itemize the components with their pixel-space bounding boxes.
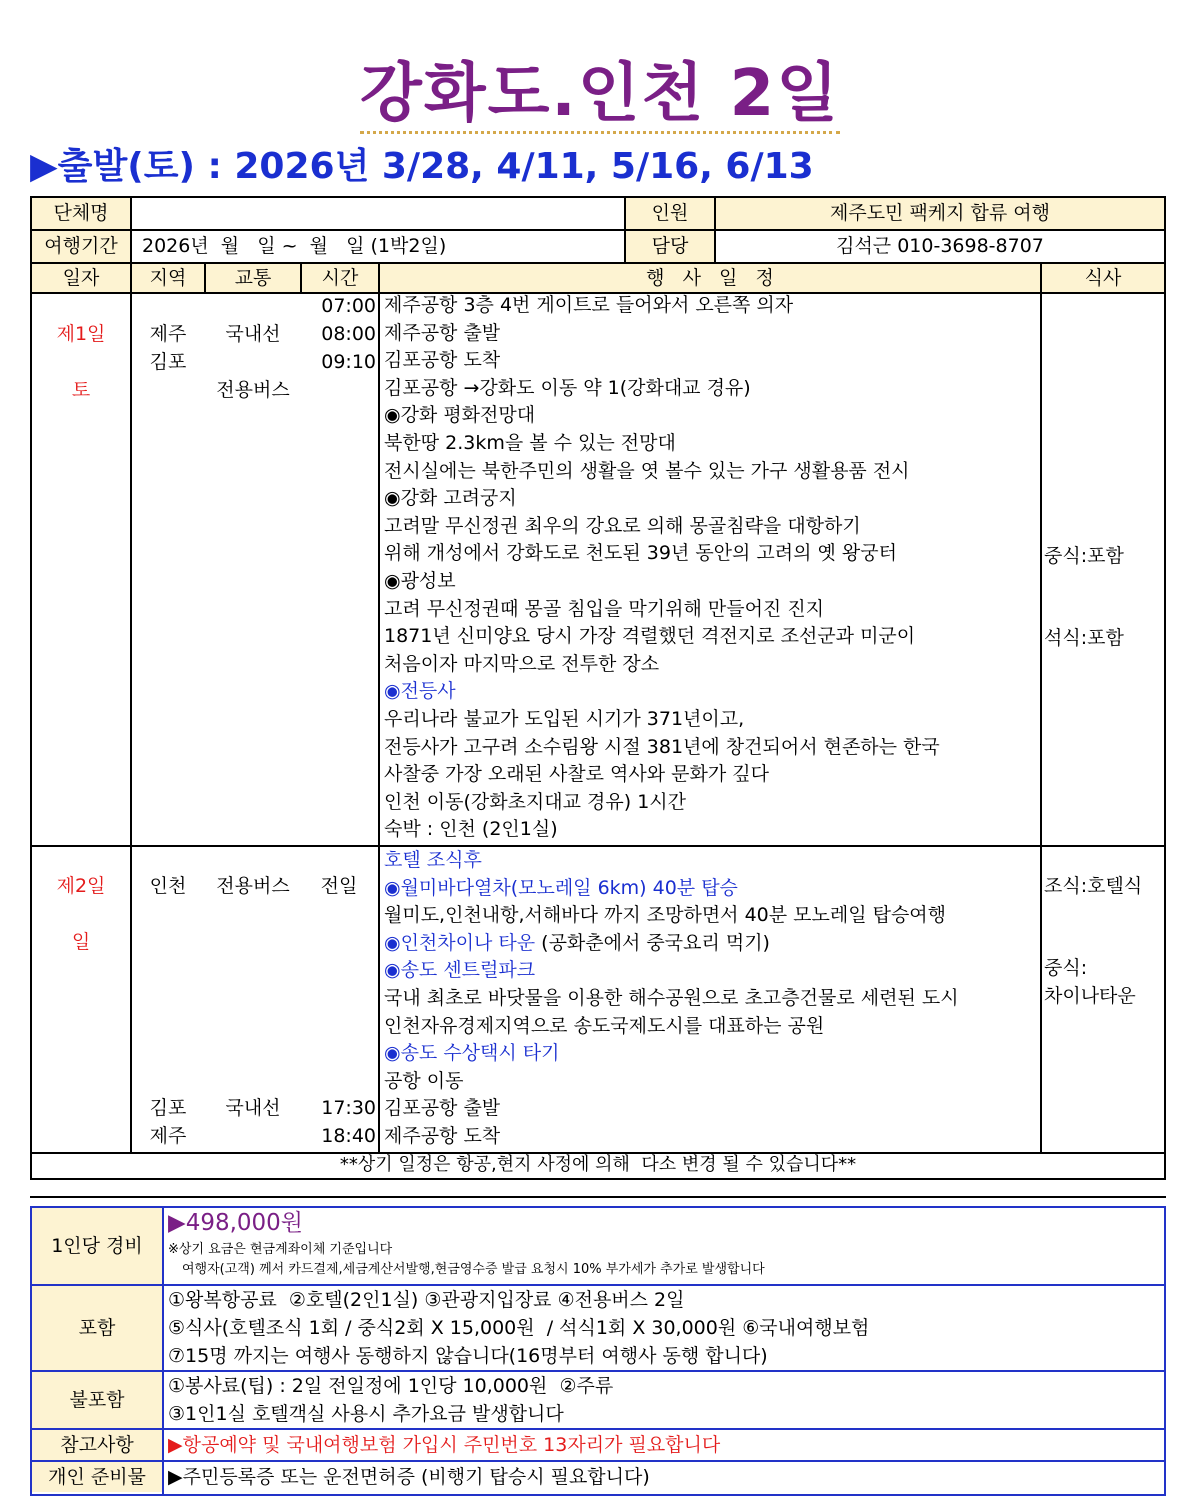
day1-region-jeju: 제주 <box>149 323 187 345</box>
include-2: ⑤식사(호텔조식 1회 / 중식2회 X 15,000원 / 석식1회 X 30,000원 ⑥국내여행보험 <box>168 1317 870 1339</box>
day1-weekday: 토 <box>71 379 91 401</box>
cost-note-2: 여행자(고객) 께서 카드결제,세금계산서발행,현금영수증 발급 요청시 10% 부가세가 추가로 발생합니다 <box>182 1262 765 1277</box>
schedule-line: 숙박 : 인천 (2인1실) <box>384 818 558 841</box>
schedule-line: 1871년 신미양요 당시 가장 격렬했던 격전지로 조선군과 미군이 <box>384 625 916 648</box>
day2-transport-bus: 전용버스 <box>216 875 290 897</box>
cost-note-1: ※상기 요금은 현금계좌이체 기준입니다 <box>168 1242 393 1257</box>
schedule-line: 월미도,인천내항,서해바다 까지 조망하면서 40분 모노레일 탑승여행 <box>384 904 947 927</box>
group-label: 단체명 <box>32 198 130 229</box>
schedule-line: 위해 개성에서 강화도로 천도된 39년 동안의 고려의 옛 왕궁터 <box>384 542 897 565</box>
schedule-line: ◉강화 평화전망대 <box>384 404 536 427</box>
period-label: 여행기간 <box>32 231 130 262</box>
schedule-line: 제주공항 출발 <box>384 321 501 344</box>
day1-region-gimpo: 김포 <box>149 351 187 373</box>
day2-meal-breakfast: 조식:호텔식 <box>1044 875 1143 897</box>
day1-label: 제1일 <box>56 323 106 345</box>
day2-time-allday: 전일 <box>320 875 358 897</box>
include-1: ①왕복항공료 ②호텔(2인1실) ③관광지입장료 ④전용버스 2일 <box>168 1289 685 1311</box>
schedule-line: 전등사가 고구려 소수림왕 시절 381년에 창건되어서 현존하는 한국 <box>384 735 940 758</box>
schedule-line: 전시실에는 북한주민의 생활을 엿 볼수 있는 가구 생활용품 전시 <box>384 459 910 482</box>
schedule-note: **상기 일정은 항공,현지 사정에 의해 다소 변경 될 수 있습니다** <box>339 1154 857 1175</box>
price-block <box>30 1206 1166 1496</box>
schedule-line: 김포공항 도착 <box>384 349 501 372</box>
col-region: 지역 <box>132 264 204 292</box>
include-label: 포함 <box>32 1286 162 1370</box>
day1-transport-flight: 국내선 <box>225 323 281 345</box>
itinerary-body <box>30 292 1166 1180</box>
manager-label: 담당 <box>626 231 714 262</box>
day1-time-1: 07:00 <box>321 295 376 317</box>
schedule-line: ◉전등사 <box>384 680 456 703</box>
schedule-line: 사찰중 가장 오래된 사찰로 역사와 문화가 깊다 <box>384 763 769 786</box>
schedule-line: 인천자유경제지역으로 송도국제도시를 대표하는 공원 <box>384 1014 825 1037</box>
schedule-line: ◉강화 고려궁지 <box>384 487 517 510</box>
col-time: 시간 <box>302 264 378 292</box>
period-value[interactable]: 2026년 월 일 ~ 월 일 (1박2일) <box>142 235 447 257</box>
exclude-label: 불포함 <box>32 1372 162 1428</box>
day2-time-depart: 17:30 <box>321 1097 376 1119</box>
schedule-line: ◉송도 센트럴파크 <box>384 959 536 982</box>
day1-meal-lunch: 중식:포함 <box>1044 545 1124 567</box>
exclude-2: ③1인1실 호텔객실 사용시 추가요금 발생합니다 <box>168 1403 564 1425</box>
schedule-line: 김포공항 →강화도 이동 약 1(강화대교 경유) <box>384 376 751 399</box>
day1-schedule <box>384 292 1038 844</box>
ref-label: 참고사항 <box>32 1430 162 1460</box>
section-divider <box>30 1196 1166 1198</box>
day2-region-gimpo: 김포 <box>149 1097 187 1119</box>
schedule-line: 호텔 조식후 <box>384 849 482 871</box>
col-transport: 교통 <box>206 264 300 292</box>
day2-transport-flight: 국내선 <box>225 1097 281 1119</box>
day2-region-jeju: 제주 <box>149 1125 187 1147</box>
day1-meal-dinner: 석식:포함 <box>1044 627 1124 649</box>
schedule-line: ◉송도 수상택시 타기 <box>384 1042 560 1065</box>
day2-label: 제2일 <box>56 875 106 897</box>
cost-value: ▶498,000원 <box>168 1210 304 1236</box>
schedule-line: 제주공항 3층 4번 게이트로 들어와서 오른쪽 의자 <box>384 294 794 316</box>
col-meal: 식사 <box>1042 264 1164 292</box>
cost-label: 1인당 경비 <box>32 1208 162 1284</box>
day2-meal-lunch: 중식: <box>1044 957 1088 979</box>
schedule-line: 처음이자 마지막으로 전투한 장소 <box>384 652 660 675</box>
schedule-line: 우리나라 불교가 도입된 시기가 371년이고, <box>384 707 745 730</box>
page-title: 강화도.인천 2일 <box>0 42 1200 134</box>
exclude-1: ①봉사료(팁) : 2일 전일정에 1인당 10,000원 ②주류 <box>168 1375 614 1397</box>
schedule-line: 김포공항 출발 <box>384 1097 501 1120</box>
schedule-line: ◉월미바다열차(모노레일 6km) 40분 탑승 <box>384 876 738 899</box>
schedule-line: 공항 이동 <box>384 1069 464 1092</box>
schedule-line: 고려말 무신정권 최우의 강요로 의해 몽골침략을 대항하기 <box>384 514 861 537</box>
day2-region-incheon: 인천 <box>149 875 187 897</box>
schedule-line: 국내 최초로 바닷물을 이용한 해수공원으로 초고층건물로 세련된 도시 <box>384 986 959 1009</box>
day2-time-arrive: 18:40 <box>321 1125 376 1147</box>
schedule-line: 제주공항 도착 <box>384 1124 501 1147</box>
header-block <box>30 196 1166 294</box>
col-day: 일자 <box>32 264 130 292</box>
people-value: 제주도민 팩케지 합류 여행 <box>716 198 1164 229</box>
departure-dates: ▶출발(토) : 2026년 3/28, 4/11, 5/16, 6/13 <box>30 146 814 187</box>
day1-transport-bus: 전용버스 <box>216 379 290 401</box>
day1-time-2: 08:00 <box>321 323 376 345</box>
manager-value: 김석근 010-3698-8707 <box>836 235 1044 257</box>
day1-time-3: 09:10 <box>321 351 376 373</box>
day2-meal-lunch-place: 차이나타운 <box>1044 985 1136 1007</box>
people-label: 인원 <box>626 198 714 229</box>
group-value[interactable] <box>132 198 632 229</box>
day2-weekday: 일 <box>71 931 91 953</box>
schedule-line: 고려 무신정권때 몽골 침입을 막기위해 만들어진 진지 <box>384 597 825 620</box>
day2-schedule <box>384 847 1038 1151</box>
schedule-line: ◉광성보 <box>384 569 456 592</box>
include-3: ⑦15명 까지는 여행사 동행하지 않습니다(16명부터 여행사 동행 합니다) <box>168 1345 768 1367</box>
prep-value: ▶주민등록증 또는 운전면허증 (비행기 탑승시 필요합니다) <box>168 1466 650 1488</box>
prep-label: 개인 준비물 <box>32 1462 162 1492</box>
col-schedule: 행 사 일 정 <box>380 264 1040 292</box>
schedule-line: 북한땅 2.3km을 볼 수 있는 전망대 <box>384 431 676 454</box>
schedule-line: ◉인천차이나 타운 (공화춘에서 중국요리 먹기) <box>384 931 770 954</box>
schedule-line: 인천 이동(강화초지대교 경유) 1시간 <box>384 790 686 813</box>
ref-value: ▶항공예약 및 국내여행보험 가입시 주민번호 13자리가 필요합니다 <box>168 1434 721 1456</box>
